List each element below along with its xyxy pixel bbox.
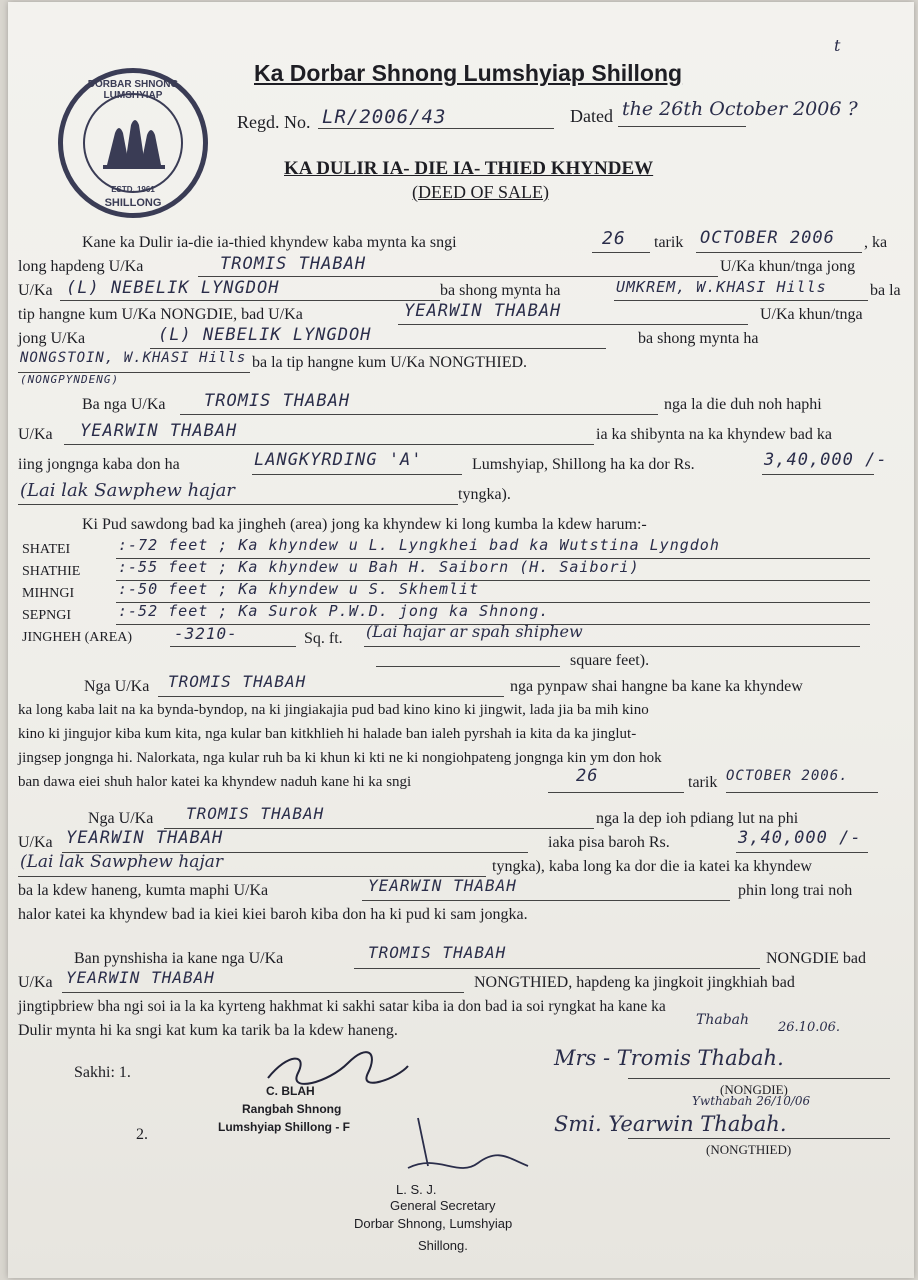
p4-text-1: Nga U/Ka	[88, 810, 154, 827]
p2-buyer: YEARWIN THABAH	[80, 421, 238, 441]
p2-location: LANGKYRDING 'A'	[254, 450, 423, 470]
dated-label: Dated	[570, 106, 613, 126]
boundary-label-mihngi: MIHNGI	[22, 586, 75, 601]
p2-price-words: (Lai lak Sawphew hajar	[20, 480, 235, 501]
seller-signature: Mrs - Tromis Thabah.	[554, 1046, 784, 1070]
nongthied-label: (NONGTHIED)	[706, 1142, 792, 1157]
dorbar-seal-stamp	[58, 68, 208, 218]
seal-bottom-text: SHILLONG	[104, 197, 162, 209]
p5-text-3: U/Ka	[18, 974, 53, 991]
page-title: Ka Dorbar Shnong Lumshyiap Shillong	[254, 60, 683, 86]
sakhi-2-label: 2.	[136, 1126, 148, 1143]
sakhi-label: Sakhi: 1.	[74, 1064, 131, 1081]
p1-text-6: U/Ka	[18, 282, 53, 299]
p4-price-words: (Lai lak Sawphew hajar	[20, 852, 223, 872]
area-words: (Lai hajar ar spah shiphew	[366, 622, 583, 641]
p1-text-5: U/Ka khun/tnga jong	[720, 258, 856, 275]
p3-text-2: nga pynpaw shai hangne ba kane ka khyndew	[510, 678, 803, 695]
boundary-label-sepngi: SEPNGI	[22, 608, 72, 623]
p5-seller: TROMIS THABAH	[368, 943, 507, 962]
p3-line-2: ka long kaba lait na ka bynda-byndop, na ki jingiakajia pud bad kino kino ki jingwit, lada jia ba mih kino	[18, 702, 649, 718]
p4-text-4: iaka pisa baroh Rs.	[548, 834, 670, 851]
p5-buyer: YEARWIN THABAH	[66, 968, 215, 987]
p1-text-12: ba shong mynta ha	[638, 330, 759, 347]
p1-text-11: jong U/Ka	[18, 330, 86, 347]
p2-text-1: Ba nga U/Ka	[82, 396, 166, 413]
p1-buyer-parent: (L) NEBELIK LYNGDOH	[158, 325, 372, 345]
seal-inner-ring	[83, 93, 183, 193]
p1-buyer-place-2: (NONGPYNDENG)	[20, 373, 120, 386]
p2-text-3: U/Ka	[18, 426, 53, 443]
deed-page	[8, 2, 914, 1278]
buyer-signature-top: Ywthabah 26/10/06	[692, 1094, 811, 1108]
p1-text-2: tarik	[654, 234, 684, 251]
witness2-initials: L. S. J.	[396, 1182, 437, 1197]
p4-text-2: nga la dep ioh pdiang lut na phi	[596, 810, 799, 827]
p4-buyer-2: YEARWIN THABAH	[368, 876, 517, 895]
nongdie-label: (NONGDIE)	[720, 1082, 788, 1097]
witness2-signature-icon	[398, 1108, 558, 1178]
area-label: JINGHEH (AREA)	[22, 630, 133, 645]
p2-text-5: iing jongnga kaba don ha	[18, 456, 180, 473]
buyer-signature: Smi. Yearwin Thabah.	[554, 1112, 787, 1136]
p1-month: OCTOBER 2006	[700, 228, 835, 248]
witness1-name: C. BLAH	[266, 1084, 315, 1098]
p1-text-3: , ka	[864, 234, 888, 251]
p4-seller: TROMIS THABAH	[186, 804, 325, 823]
p2-text-4: ia ka shibynta na ka khyndew bad ka	[596, 426, 832, 443]
p3-day: 26	[576, 766, 599, 786]
boundary-value-shatei: :-72 feet ; Ka khyndew u L. Lyngkhei bad ka Wutstina Lyngdoh	[118, 536, 720, 554]
p4-text-5: tyngka), kaba long ka dor die ia katei ka khyndew	[492, 858, 812, 875]
boundaries-intro: Ki Pud sawdong bad ka jingheh (area) jong ka khyndew ki long kumba la kdew harum:-	[82, 516, 647, 533]
p5-text-1: Ban pynshisha ia kane nga U/Ka	[74, 950, 284, 967]
witness2-title-2: Dorbar Shnong, Lumshyiap	[354, 1216, 513, 1231]
seller-signature-top: Thabah	[696, 1012, 750, 1028]
seller-signature-date: 26.10.06.	[778, 1020, 841, 1035]
p3-text-3: tarik	[688, 774, 718, 791]
p4-text-6: ba la kdew haneng, kumta maphi U/Ka	[18, 882, 269, 899]
witness1-title-1: Rangbah Shnong	[242, 1102, 342, 1116]
p3-month: OCTOBER 2006.	[726, 768, 849, 784]
dated-value: the 26th October 2006 ?	[622, 98, 858, 120]
p5-text-4: NONGTHIED, hapdeng ka jingkoit jingkhiah bad	[474, 974, 795, 991]
p1-seller: TROMIS THABAH	[220, 254, 367, 274]
p3-seller: TROMIS THABAH	[168, 672, 307, 691]
p1-day: 26	[602, 228, 626, 249]
p1-text-10: U/Ka khun/tnga	[760, 306, 863, 323]
p2-text-6: Lumshyiap, Shillong ha ka dor Rs.	[472, 456, 695, 473]
boundary-label-shathie: SHATHIE	[22, 564, 81, 579]
seal-year-text: ESTD. 1961	[111, 185, 155, 194]
area-unit: Sq. ft.	[304, 630, 343, 647]
p4-text-8: halor katei ka khyndew bad ia kiei kiei baroh kiba don ha ki pud ki sam jongka.	[18, 906, 528, 923]
seal-top-text: DORBAR SHNONG LUMSHYIAP	[87, 79, 179, 101]
p1-text-9: tip hangne kum U/Ka NONGDIE, bad U/Ka	[18, 306, 303, 323]
p4-text-3: U/Ka	[18, 834, 53, 851]
p1-buyer: YEARWIN THABAH	[404, 301, 562, 321]
witness2-title-3: Shillong.	[418, 1238, 468, 1253]
p1-seller-parent: (L) NEBELIK LYNGDOH	[66, 278, 280, 298]
p1-seller-place: UMKREM, W.KHASI Hills	[616, 278, 827, 296]
regd-number: LR/2006/43	[322, 106, 447, 128]
p1-text-4: long hapdeng U/Ka	[18, 258, 144, 275]
p5-line-3: jingtipbriew bha ngi soi ia la ka kyrteng hakhmat ki sakhi satar kiba ia don bad ia soi ryngkat ha kane ka	[18, 998, 666, 1015]
p4-buyer: YEARWIN THABAH	[66, 828, 224, 848]
boundary-value-mihngi: :-50 feet ; Ka khyndew u S. Skhemlit	[118, 580, 480, 598]
p4-price: 3,40,000 /-	[738, 828, 862, 848]
p2-price: 3,40,000 /-	[764, 450, 888, 470]
p2-text-7: tyngka).	[458, 486, 511, 503]
p1-text-1: Kane ka Dulir ia-die ia-thied khyndew kaba mynta ka sngi	[82, 234, 457, 251]
witness1-signature-icon	[258, 1048, 418, 1088]
boundary-value-shathie: :-55 feet ; Ka khyndew u Bah H. Saiborn (H. Saibori)	[118, 558, 640, 576]
p2-seller: TROMIS THABAH	[204, 391, 351, 411]
regd-label: Regd. No.	[237, 112, 311, 132]
p3-text-1: Nga U/Ka	[84, 678, 150, 695]
seal-emblem-icon	[85, 95, 181, 191]
boundary-value-sepngi: :-52 feet ; Ka Surok P.W.D. jong ka Shnong.	[118, 602, 550, 620]
p1-text-8: ba la	[870, 282, 901, 299]
p5-text-2: NONGDIE bad	[766, 950, 866, 967]
area-square-feet: square feet).	[570, 652, 650, 669]
p5-line-4: Dulir mynta hi ka sngi kat kum ka tarik ba la kdew haneng.	[18, 1022, 398, 1039]
p3-line-5: ban dawa eiei shuh halor katei ka khyndew naduh kane hi ka sngi	[18, 774, 412, 790]
corner-mark: t	[834, 36, 841, 55]
area-value: -3210-	[174, 624, 238, 643]
boundary-label-shatei: SHATEI	[22, 542, 71, 557]
p1-buyer-place: NONGSTOIN, W.KHASI Hills	[20, 350, 247, 366]
p2-text-2: nga la die duh noh haphi	[664, 396, 822, 413]
deed-title: KA DULIR IA- DIE IA- THIED KHYNDEW	[284, 158, 654, 179]
witness1-title-2: Lumshyiap Shillong - F	[218, 1120, 350, 1134]
p1-text-13: ba la tip hangne kum U/Ka NONGTHIED.	[252, 354, 528, 371]
p3-line-3: kino ki jingujor kiba kum kita, nga kular ban kitkhlieh hi halade ban ialeh pyrshah ia kita da ka jinglut-	[18, 726, 637, 742]
deed-subtitle: (DEED OF SALE)	[412, 182, 549, 202]
p3-line-4: jingsep jongnga hi. Nalorkata, nga kular ruh ba ki khun ki kti ne ki nongiohpateng jongnga kin ym don hok	[18, 750, 662, 766]
p1-text-7: ba shong mynta ha	[440, 282, 561, 299]
p4-text-7: phin long trai noh	[738, 882, 853, 899]
witness2-title-1: General Secretary	[390, 1198, 496, 1213]
